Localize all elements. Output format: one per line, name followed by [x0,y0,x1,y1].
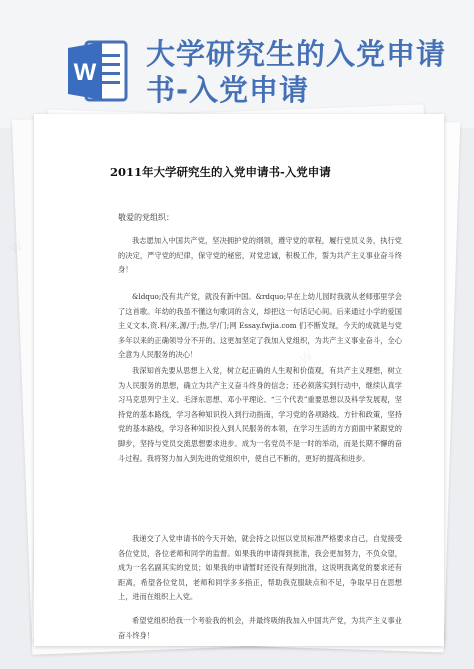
paragraph-4: 我递交了入党申请书的今天开始，就会持之以恒以党员标准严格要求自己，自觉接受各位党员，各位老师和同学的监督。如果我的申请得到批准，我会更加努力，不负众望，成为一名名副其实的党员；如果我的申请暂时还没有得到批准，这说明我离党的要求还有距离，希望各位党员，老师和同学多多指正，帮助我克服缺点和不足，争取早日在思想上，进而在组织上入党。 [118,534,402,602]
document-title: 2011年大学研究生的入党申请书-入党申请 [110,165,331,179]
paragraph-1: 我志愿加入中国共产党，坚决拥护党的纲领，遵守党的章程，履行党员义务，执行党的决定，严守党的纪律，保守党的秘密，对党忠诚，积极工作，誓为共产主义事业奋斗终身！ [118,236,402,275]
paragraph-3: 我深知首先要从思想上入党，树立起正确的人生观和价值观，有共产主义理想，树立为人民服务的思想，确立为共产主义奋斗终身的信念；还必须落实到行动中，继续认真学习马克思列宁主义、毛泽东思想、邓小平理论、“三个代表”重要思想以及科学发展观，坚持党的基本路线，学习各种知识投入到行动指南，学习党的各项路线、方针和政策，坚持党的基本路线，学习各种知识投入到人民服务的本领，在学习生活的方方面面中紧跟党的脚步，坚持与党员交流思想要求进步。成为一名党员不是一时的举动，而是长期不懈的奋斗过程。我将努力加入到先进的党组织中，使自己不断的，更好的提高和进步。 [118,366,402,463]
document-salutation: 敬爱的党组织： [118,213,174,222]
word-icon-letter: W [73,59,97,86]
watermark: W [297,347,318,368]
paragraph-2: &ldquo;没有共产党，就没有新中国。&rdquo;早在上幼儿园时我就从老师那里学会了这首歌。年幼的我虽不懂这句歌词的含义，却把这一句话记心间。后来通过小学的爱国主义文本,资.料/来,源/于;热,学/门;网 Essay.fwjia.com 们不断发现，今天的成就是与党多年以来的正确领导分不开的。这更加坚定了我加入党组织，为共产主义事业奋斗，全心全意为人民服务的决心！ [118,292,402,360]
document-page [34,114,444,646]
paragraph-5: 希望党组织给我一个考验我的机会，并最终吸纳我加入中国共产党，为共产主义事业奋斗终身！ [118,616,402,640]
watermark: W [7,237,28,258]
word-document-icon [68,36,130,106]
document-preview-title: 大学研究生的入党申请书-入党申请 [146,37,447,107]
